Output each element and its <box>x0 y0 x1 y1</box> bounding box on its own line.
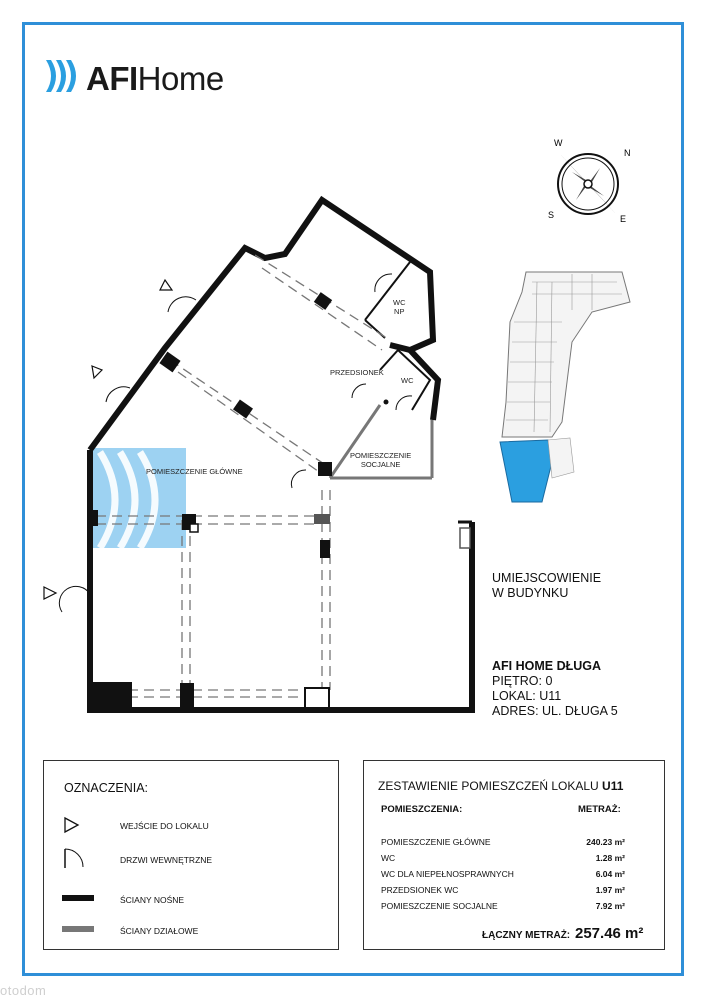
table-row-area: 240.23 m² <box>586 837 625 847</box>
table-row-name: POMIESZCZENIE GŁÓWNE <box>381 837 491 847</box>
table-row-area: 1.97 m² <box>595 885 625 895</box>
rooms-table-title: ZESTAWIENIE POMIESZCZEŃ LOKALU U11 <box>378 779 624 793</box>
room-label-glowne: POMIESZCZENIE GŁÓWNE <box>146 467 243 476</box>
table-row-area: 7.92 m² <box>595 901 625 911</box>
building-location-map <box>492 262 642 512</box>
compass-w-label: W <box>554 138 563 148</box>
unit-info: LOKAL: U11 <box>492 689 562 703</box>
development-name: AFI HOME DŁUGA <box>492 659 602 673</box>
logo-wordmark: AFIHome <box>86 60 224 97</box>
compass-n-label: N <box>624 148 631 158</box>
col-header-area: METRAŻ: <box>578 804 621 815</box>
legend-item-entrance: WEJŚCIE DO LOKALU <box>120 821 209 831</box>
location-label: UMIEJSCOWIENIE W BUDYNKU <box>492 571 602 600</box>
table-row-name: POMIESZCZENIE SOCJALNE <box>381 901 498 911</box>
table-row-name: WC <box>381 853 396 863</box>
compass-s-label: S <box>548 210 555 220</box>
floor-info: PIĘTRO: 0 <box>492 674 553 688</box>
table-row-name: PRZEDSIONEK WC <box>381 885 459 895</box>
room-label-wc-np: WC NP <box>393 298 406 316</box>
room-label-wc: WC <box>401 376 414 385</box>
legend-item-doors: DRZWI WEWNĘTRZNE <box>120 855 213 865</box>
compass-e-label: E <box>620 214 627 224</box>
total-area-label: ŁĄCZNY METRAŻ: <box>482 930 571 941</box>
door-arc-icon <box>62 846 86 870</box>
room-label-socjalne: POMIESZCZENIE SOCJALNE <box>350 451 412 469</box>
watermark: otodom <box>0 983 47 998</box>
col-header-rooms: POMIESZCZENIA: <box>381 804 463 815</box>
load-bearing-wall-swatch <box>62 895 94 901</box>
legend-item-partition: ŚCIANY DZIAŁOWE <box>120 926 199 936</box>
legend-title: OZNACZENIA: <box>64 781 149 795</box>
table-row-name: WC DLA NIEPEŁNOSPRAWNYCH <box>381 869 514 879</box>
total-area-value: 257.46 m² <box>575 925 644 942</box>
legend-item-load-bearing: ŚCIANY NOŚNE <box>120 895 185 905</box>
table-row-area: 6.04 m² <box>595 869 625 879</box>
room-label-przedsionek: PRZEDSIONEK <box>330 368 384 377</box>
partition-wall-swatch <box>62 926 94 932</box>
address-info: ADRES: UL. DŁUGA 5 <box>492 704 618 718</box>
table-row-area: 1.28 m² <box>595 853 625 863</box>
entrance-triangle-icon <box>62 815 82 835</box>
